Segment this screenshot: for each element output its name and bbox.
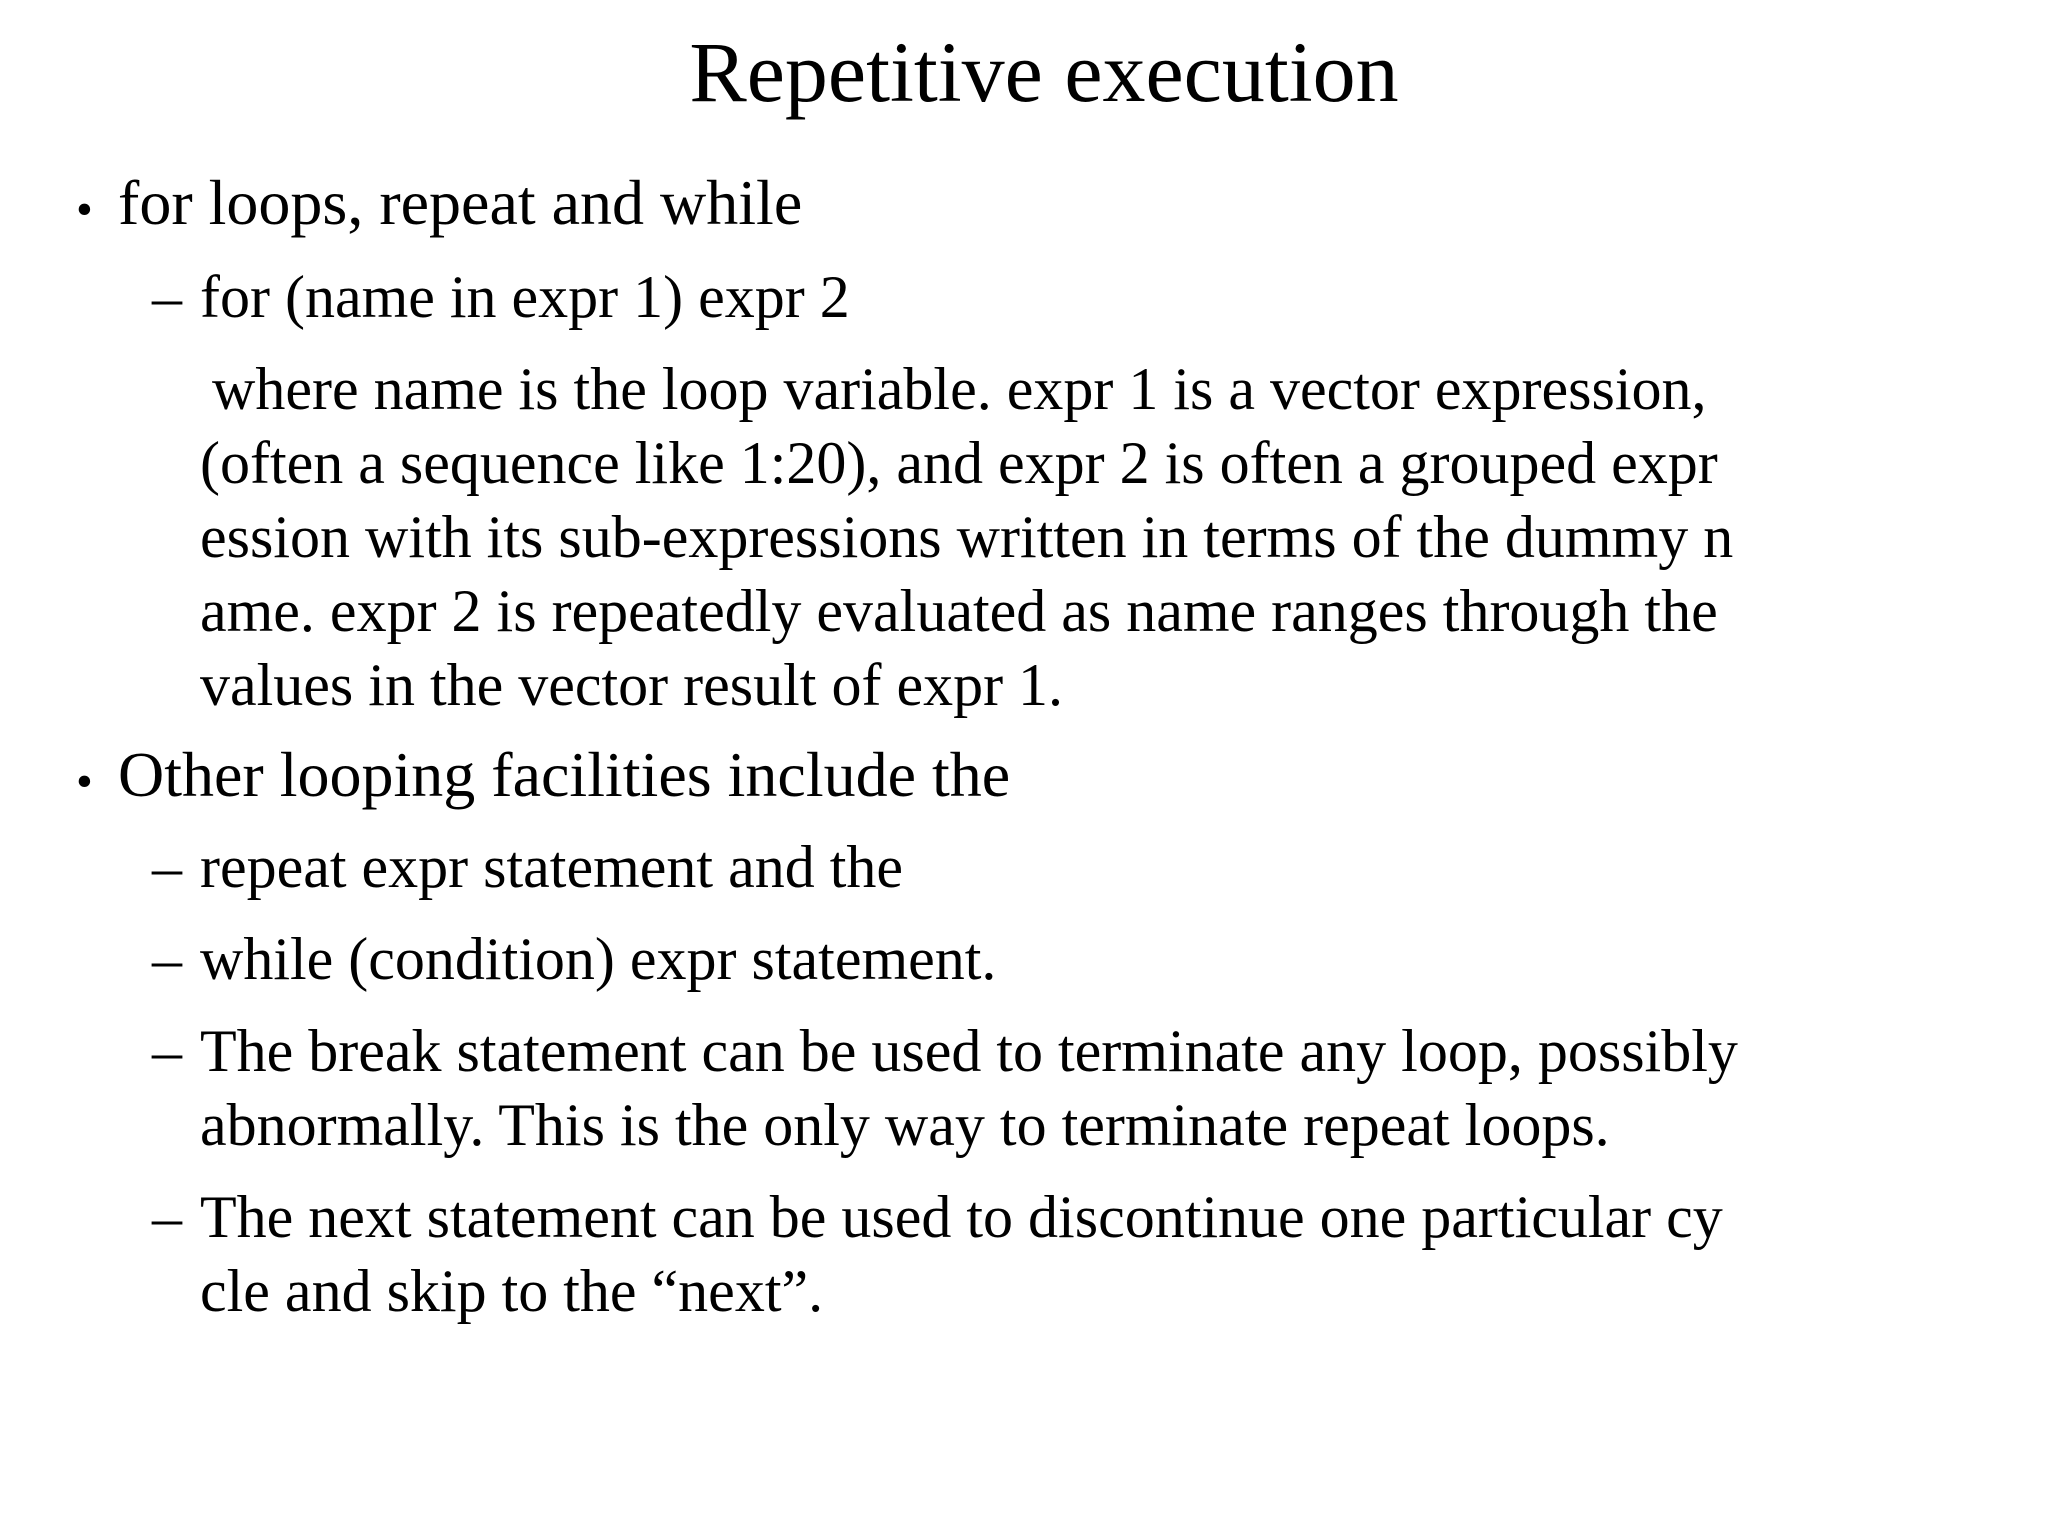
sub-item-2-3-text: The break statement can be used to terminate any loop, possibly [200,1018,1738,1084]
dash-icon: – [152,1018,182,1084]
slide-title: Repetitive execution [689,24,1399,120]
bullet-icon: • [76,755,93,808]
sub-item-2-2-text: while (condition) expr statement. [200,926,997,992]
sub-item-1-1-continuation-3: ession with its sub-expressions written in terms of the dummy n [200,504,1734,570]
sub-item-1-1-continuation-5: values in the vector result of expr 1. [200,652,1064,718]
dash-icon: – [152,834,182,900]
bullet-2-text: Other looping facilities include the [118,739,1011,810]
dash-icon: – [152,1184,182,1250]
sub-item-2-1-text: repeat expr statement and the [200,834,904,900]
sub-item-1-1-continuation-2: (often a sequence like 1:20), and expr 2 is often a grouped expr [200,430,1718,496]
sub-item-2-4-continuation-1: cle and skip to the “next”. [200,1258,824,1324]
sub-item-1-1-text: for (name in expr 1) expr 2 [200,264,850,330]
sub-item-2-3-continuation-1: abnormally. This is the only way to terminate repeat loops. [200,1092,1610,1158]
sub-item-1-1-continuation-4: ame. expr 2 is repeatedly evaluated as name ranges through the [200,578,1718,644]
sub-item-2-4-text: The next statement can be used to discontinue one particular cy [200,1184,1723,1250]
dash-icon: – [152,926,182,992]
bullet-icon: • [76,183,93,236]
bullet-1-text: for loops, repeat and while [118,167,803,238]
sub-item-1-1-continuation-1: where name is the loop variable. expr 1 is a vector expression, [212,356,1707,422]
dash-icon: – [152,264,182,330]
